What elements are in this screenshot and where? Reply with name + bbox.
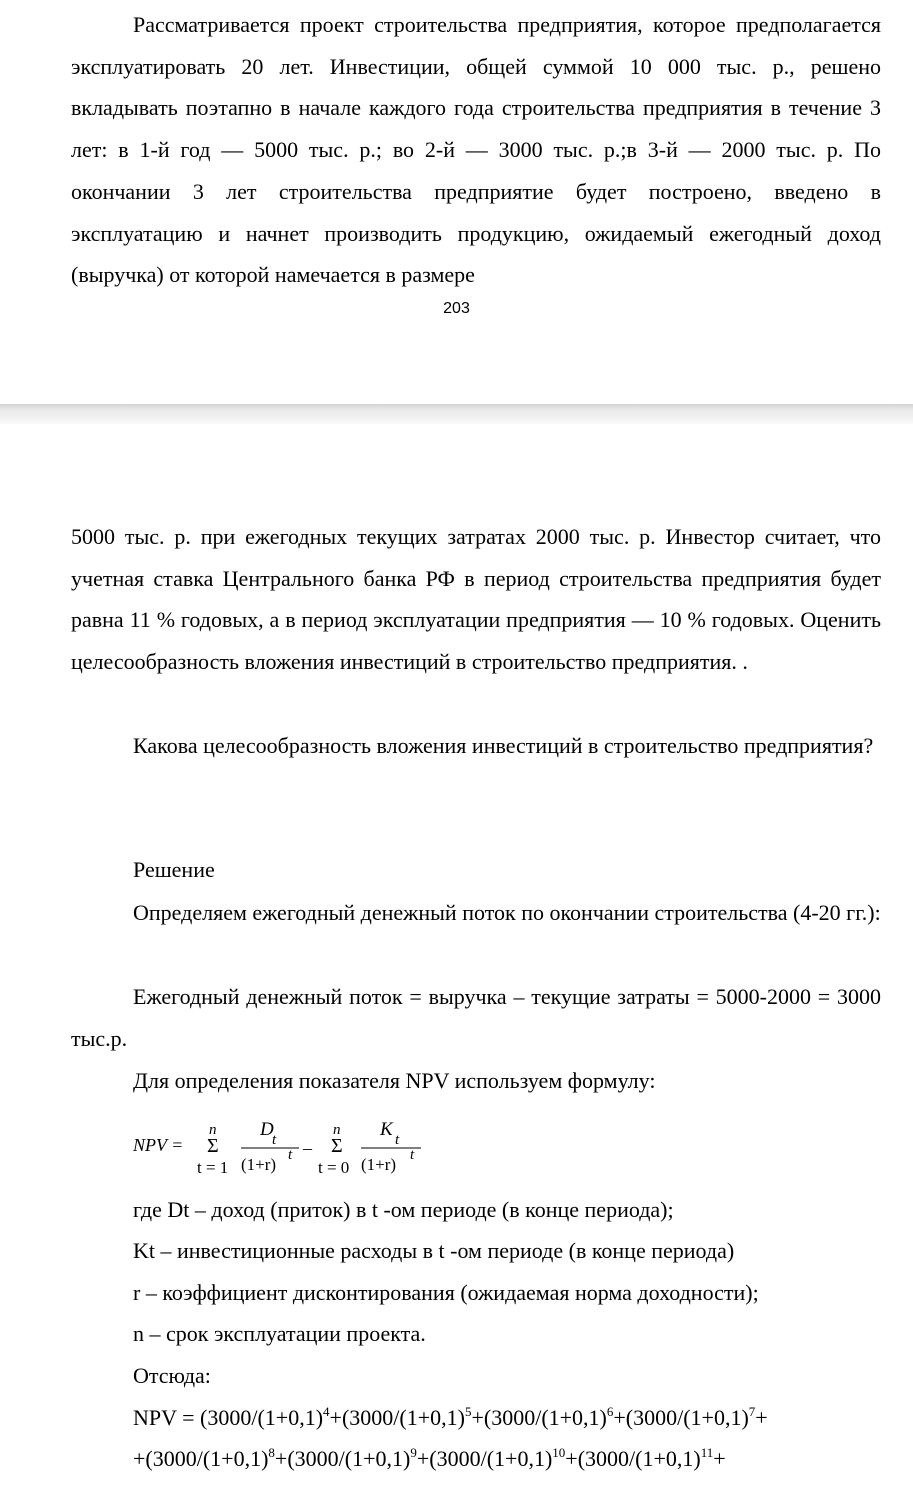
npv-term-exponent: 5 bbox=[464, 1404, 472, 1419]
npv-line-2-start: + bbox=[133, 1446, 146, 1471]
npv-term-exponent: 9 bbox=[410, 1445, 417, 1460]
problem-continuation-paragraph: 5000 тыс. р. при ежегодных текущих затратах 2000 тыс. р. Инвестор считает, что учетная ставка Центрального банка РФ в период строительства предприятия будет равна 11 % годовых, а в период эксплуатации предприятия — 10 % годовых. Оценить целесообразность вложения инвестиций в строительство предприятия. . bbox=[71, 524, 881, 675]
document-page-203 bbox=[0, 0, 913, 404]
formula-numerator-d-sub: t bbox=[272, 1132, 277, 1148]
solution-step-cash-flow: Определяем ежегодный денежный поток по окончании строительства (4-20 гг.): bbox=[133, 900, 881, 925]
npv-term-exponent: 6 bbox=[606, 1404, 614, 1419]
formula-sum2-sigma: Σ bbox=[331, 1135, 343, 1157]
npv-term-separator: + bbox=[755, 1405, 768, 1430]
formula-denominator-1-exp: t bbox=[288, 1147, 293, 1163]
solution-heading: Решение bbox=[133, 857, 215, 882]
where-line-dt: где Dt – доход (приток) в t -ом периоде (в конце периода); bbox=[133, 1197, 674, 1222]
npv-term: (3000/(1+0,1) bbox=[577, 1446, 701, 1471]
npv-term-separator: + bbox=[471, 1405, 484, 1430]
formula-denominator-2-exp: t bbox=[410, 1147, 415, 1163]
npv-term: (3000/(1+0,1) bbox=[429, 1446, 553, 1471]
formula-numerator-k: K bbox=[380, 1119, 393, 1140]
formula-numerator-d: D bbox=[260, 1119, 274, 1140]
solution-step-formula-intro: Для определения показателя NPV используем формулу: bbox=[133, 1068, 656, 1093]
formula-minus: – bbox=[303, 1138, 312, 1158]
document-page-204 bbox=[0, 424, 913, 1494]
npv-term: (3000/(1+0,1) bbox=[200, 1405, 324, 1430]
npv-line-1-start: NPV = bbox=[133, 1405, 201, 1430]
npv-calculation-line-1 bbox=[133, 1397, 881, 1439]
formula-sum1-lower: t = 1 bbox=[197, 1158, 229, 1176]
where-line-n: n – срок эксплуатации проекта. bbox=[133, 1321, 426, 1346]
npv-term-separator: + bbox=[329, 1405, 342, 1430]
npv-term-separator: + bbox=[613, 1405, 626, 1430]
npv-term: (3000/(1+0,1) bbox=[341, 1405, 465, 1430]
npv-term-exponent: 8 bbox=[268, 1445, 275, 1460]
npv-term: (3000/(1+0,1) bbox=[287, 1446, 411, 1471]
formula-lhs: NPV = bbox=[133, 1135, 184, 1155]
npv-formula bbox=[133, 1114, 433, 1176]
npv-term-exponent: 11 bbox=[700, 1445, 714, 1460]
formula-sum1-sigma: Σ bbox=[207, 1135, 219, 1157]
page-number: 203 bbox=[443, 300, 470, 317]
formula-denominator-1: (1+r) bbox=[241, 1155, 277, 1174]
formula-sum1-upper: n bbox=[209, 1122, 217, 1138]
problem-statement-paragraph: Рассматривается проект строительства предприятия, которое предполагается эксплуатировать 20 лет. Инвестиции, общей суммой 10 000 тыс. р., решено вкладывать поэтапно в начале каждого года строительства предприятия в течение 3 лет: в 1-й год — 5000 тыс. р.; во 2-й — 3000 тыс. р.;в 3-й — 2000 тыс. р. По окончании 3 лет строительства предприятие будет построено, введено в эксплуатацию и начнет производить продукцию, ожидаемый ежегодный доход (выручка) от которой намечается в размере bbox=[71, 12, 881, 288]
npv-term-exponent: 4 bbox=[323, 1404, 330, 1419]
npv-term-exponent: 7 bbox=[748, 1404, 756, 1419]
npv-term-separator: + bbox=[713, 1446, 726, 1471]
where-line-r: r – коэффициент дисконтирования (ожидаемая норма доходности); bbox=[133, 1280, 759, 1305]
formula-numerator-k-sub: t bbox=[395, 1132, 400, 1148]
solution-step-annual-flow: Ежегодный денежный поток = выручка – текущие затраты = 5000-2000 = 3000 тыс.р. bbox=[71, 984, 881, 1051]
npv-term: (3000/(1+0,1) bbox=[625, 1405, 749, 1430]
where-line-kt: Kt – инвестиционные расходы в t -ом периоде (в конце периода) bbox=[133, 1238, 735, 1263]
formula-sum2-upper: n bbox=[333, 1122, 341, 1138]
formula-denominator-2: (1+r) bbox=[361, 1155, 397, 1174]
question-paragraph: Какова целесообразность вложения инвестиций в строительство предприятия? bbox=[133, 733, 874, 758]
npv-term: (3000/(1+0,1) bbox=[145, 1446, 269, 1471]
npv-term-separator: + bbox=[416, 1446, 430, 1471]
npv-term-separator: + bbox=[565, 1446, 578, 1471]
npv-term: (3000/(1+0,1) bbox=[483, 1405, 607, 1430]
npv-calculation-line-2 bbox=[133, 1438, 881, 1480]
hence-label: Отсюда: bbox=[133, 1363, 211, 1388]
page-separator bbox=[0, 404, 913, 424]
npv-term-separator: + bbox=[274, 1446, 288, 1471]
formula-sum2-lower: t = 0 bbox=[318, 1158, 350, 1176]
npv-term-exponent: 10 bbox=[552, 1445, 566, 1460]
